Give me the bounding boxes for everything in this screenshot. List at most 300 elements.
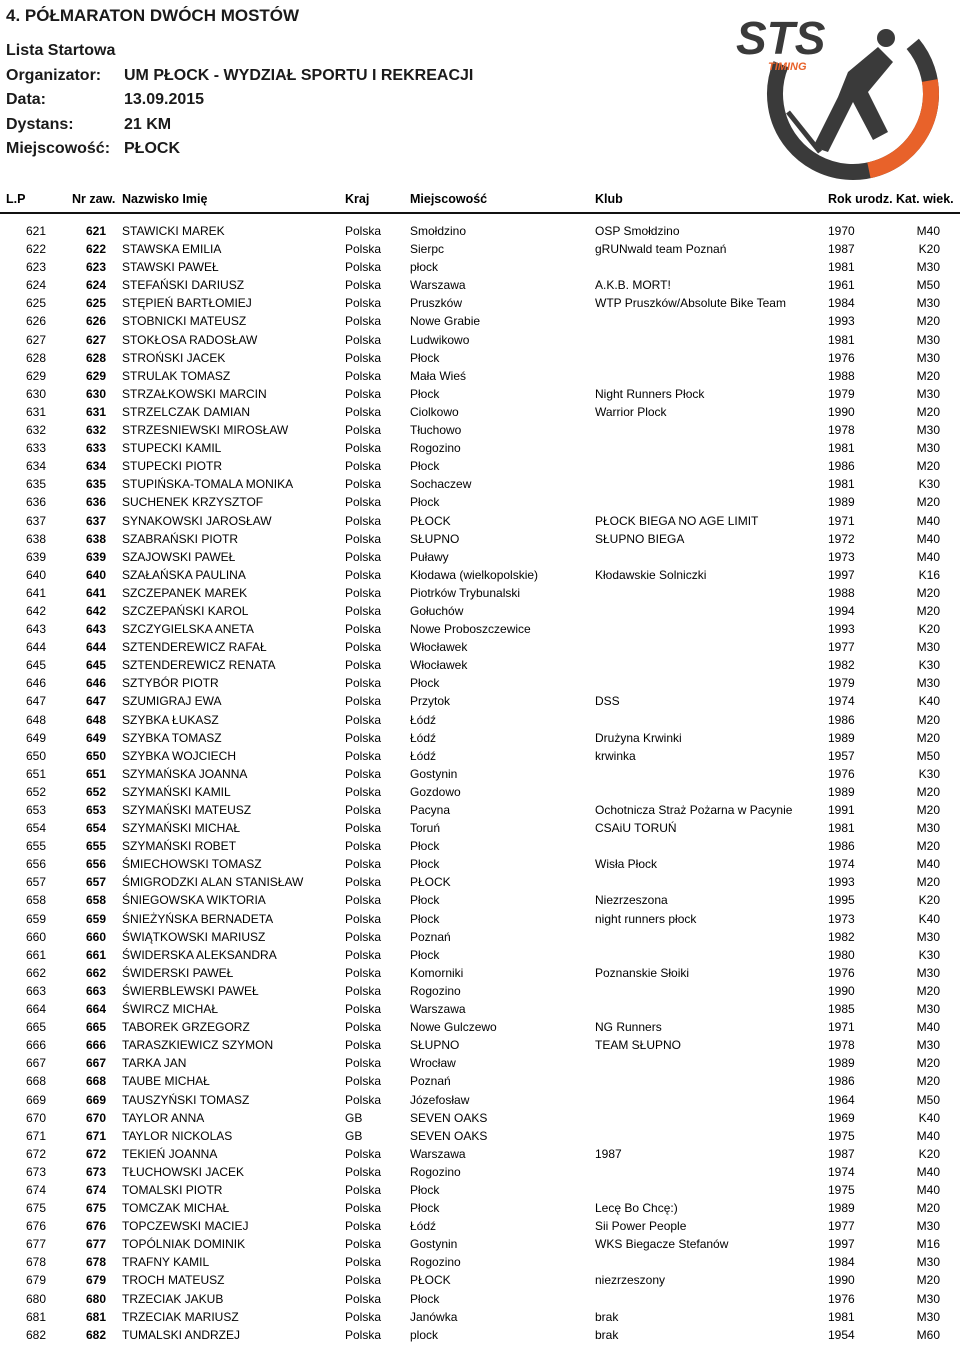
cell-miejscowosc: Józefosław [410, 1092, 470, 1107]
cell-kat: M20 [916, 368, 940, 383]
cell-lp: 646 [25, 676, 46, 691]
cell-name: SUCHENEK KRZYSZTOF [122, 495, 264, 510]
table-row [0, 385, 960, 403]
cell-lp: 681 [25, 1309, 46, 1324]
info-distance [6, 116, 171, 134]
cell-nr: 669 [85, 1092, 106, 1107]
cell-kraj: Polska [345, 495, 382, 510]
cell-nr: 624 [85, 278, 106, 293]
cell-miejscowosc: SEVEN OAKS [410, 1110, 488, 1125]
cell-name: ŚNIEŻYŃSKA BERNADETA [122, 911, 274, 926]
cell-nr: 665 [85, 1020, 106, 1035]
table-row [0, 1127, 960, 1145]
cell-miejscowosc: Płock [410, 893, 440, 908]
cell-kraj: Polska [345, 1291, 382, 1306]
cell-name: SZYMAŃSKI KAMIL [122, 784, 231, 799]
cell-rok: 1980 [828, 947, 855, 962]
cell-kraj: Polska [345, 730, 382, 745]
cell-lp: 644 [25, 640, 46, 655]
cell-rok: 1974 [828, 857, 855, 872]
cell-miejscowosc: Sierpc [410, 242, 445, 257]
table-row [0, 747, 960, 765]
table-row [0, 367, 960, 385]
cell-klub: Drużyna Krwinki [595, 730, 682, 745]
cell-nr: 648 [85, 712, 106, 727]
cell-miejscowosc: Puławy [410, 549, 449, 564]
cell-rok: 1988 [828, 368, 855, 383]
cell-miejscowosc: Wrocław [410, 1056, 456, 1071]
cell-kat: K40 [918, 694, 940, 709]
cell-rok: 1989 [828, 1201, 855, 1216]
cell-miejscowosc: Mała Wieś [410, 368, 467, 383]
cell-klub: WTP Pruszków/Absolute Bike Team [595, 296, 786, 311]
cell-klub: NG Runners [595, 1020, 662, 1035]
cell-kat: M50 [916, 748, 940, 763]
cell-kat: M30 [916, 423, 940, 438]
table-row [0, 421, 960, 439]
col-miejscowosc: Miejscowość [410, 192, 488, 206]
cell-name: SZYBKA ŁUKASZ [122, 712, 219, 727]
cell-name: STROŃSKI JACEK [122, 350, 226, 365]
cell-rok: 1993 [828, 875, 855, 890]
cell-name: ŚMIGRODZKI ALAN STANISŁAW [122, 875, 304, 890]
cell-lp: 636 [25, 495, 46, 510]
cell-rok: 1990 [828, 404, 855, 419]
cell-lp: 622 [25, 242, 46, 257]
table-row [0, 1163, 960, 1181]
table-row [0, 891, 960, 909]
cell-nr: 656 [85, 857, 106, 872]
cell-klub: gRUNwald team Poznań [595, 242, 727, 257]
table-row [0, 1109, 960, 1127]
table-row [0, 349, 960, 367]
cell-name: STUPECKI PIOTR [122, 459, 223, 474]
cell-kat: M40 [916, 224, 940, 238]
cell-kraj: Polska [345, 676, 382, 691]
cell-nr: 627 [85, 332, 106, 347]
cell-rok: 1977 [828, 640, 855, 655]
cell-nr: 621 [85, 224, 106, 238]
cell-name: STUPIŃSKA-TOMALA MONIKA [122, 477, 294, 492]
cell-lp: 637 [25, 513, 46, 528]
table-row [0, 475, 960, 493]
cell-kat: M20 [916, 495, 940, 510]
cell-kraj: Polska [345, 332, 382, 347]
cell-kat: M20 [916, 459, 940, 474]
cell-nr: 631 [85, 404, 106, 419]
cell-lp: 666 [25, 1038, 46, 1053]
cell-kat: K20 [918, 242, 940, 257]
cell-name: SZTENDEREWICZ RAFAŁ [122, 640, 267, 655]
cell-miejscowosc: SŁUPNO [410, 1038, 460, 1053]
table-header [0, 186, 960, 212]
cell-kraj: Polska [345, 893, 382, 908]
cell-kraj: Polska [345, 766, 382, 781]
cell-kat: M30 [916, 1002, 940, 1017]
cell-kraj: Polska [345, 296, 382, 311]
cell-kraj: Polska [345, 748, 382, 763]
cell-nr: 642 [85, 603, 106, 618]
table-row [0, 910, 960, 928]
cell-lp: 658 [25, 893, 46, 908]
cell-lp: 639 [25, 549, 46, 564]
cell-miejscowosc: płock [410, 260, 439, 275]
col-klub: Klub [595, 192, 623, 206]
cell-kraj: Polska [345, 1273, 382, 1288]
cell-miejscowosc: Rogozino [410, 1255, 461, 1270]
table-row [0, 1018, 960, 1036]
cell-rok: 1982 [828, 929, 855, 944]
cell-rok: 1986 [828, 459, 855, 474]
cell-lp: 655 [25, 839, 46, 854]
cell-rok: 1987 [828, 1146, 855, 1161]
table-row [0, 674, 960, 692]
table-row [0, 620, 960, 638]
cell-kat: M20 [916, 404, 940, 419]
cell-kat: M20 [916, 730, 940, 745]
table-row [0, 584, 960, 602]
table-row [0, 1054, 960, 1072]
col-name: Nazwisko Imię [122, 192, 208, 206]
cell-kraj: Polska [345, 622, 382, 637]
cell-nr: 644 [85, 640, 106, 655]
cell-nr: 657 [85, 875, 106, 890]
cell-lp: 624 [25, 278, 46, 293]
cell-kat: M20 [916, 1056, 940, 1071]
table-row [0, 1290, 960, 1308]
cell-nr: 653 [85, 803, 106, 817]
cell-lp: 631 [25, 404, 46, 419]
cell-kraj: Polska [345, 1201, 382, 1216]
table-row [0, 512, 960, 530]
table-row [0, 638, 960, 656]
cell-rok: 1990 [828, 983, 855, 998]
cell-lp: 665 [25, 1020, 46, 1035]
cell-name: STRULAK TOMASZ [122, 368, 231, 383]
table-row [0, 566, 960, 584]
cell-kat: M16 [916, 1237, 940, 1252]
table-row [0, 873, 960, 891]
cell-miejscowosc: Rogozino [410, 1164, 461, 1179]
cell-rok: 1975 [828, 1182, 855, 1197]
table-row [0, 602, 960, 620]
cell-nr: 675 [85, 1201, 106, 1216]
cell-rok: 1986 [828, 839, 855, 854]
cell-klub: 1987 [595, 1146, 622, 1161]
cell-miejscowosc: Płock [410, 911, 440, 926]
cell-kat: M40 [916, 1128, 940, 1143]
cell-nr: 661 [85, 947, 106, 962]
cell-kat: K20 [918, 622, 940, 637]
cell-nr: 678 [85, 1255, 106, 1270]
cell-miejscowosc: Gozdowo [410, 784, 461, 799]
table-row [0, 801, 960, 819]
cell-miejscowosc: Pruszków [410, 296, 463, 311]
cell-rok: 1981 [828, 821, 855, 836]
cell-name: TRZECIAK MARIUSZ [122, 1309, 239, 1324]
cell-miejscowosc: Płock [410, 386, 440, 401]
cell-miejscowosc: PŁOCK [410, 875, 451, 890]
cell-name: STRZESNIEWSKI MIROSŁAW [122, 423, 289, 438]
cell-lp: 633 [25, 441, 46, 456]
cell-lp: 679 [25, 1273, 46, 1288]
cell-nr: 663 [85, 983, 106, 998]
cell-kat: M30 [916, 386, 940, 401]
cell-rok: 1987 [828, 242, 855, 257]
cell-rok: 1986 [828, 712, 855, 727]
cell-lp: 626 [25, 314, 46, 329]
cell-kat: M40 [916, 1164, 940, 1179]
cell-nr: 664 [85, 1002, 106, 1017]
table-row [0, 276, 960, 294]
cell-lp: 649 [25, 730, 46, 745]
cell-kraj: Polska [345, 260, 382, 275]
cell-rok: 1981 [828, 1309, 855, 1324]
cell-kat: M40 [916, 513, 940, 528]
cell-rok: 1977 [828, 1219, 855, 1234]
cell-nr: 623 [85, 260, 106, 275]
cell-lp: 670 [25, 1110, 46, 1125]
cell-nr: 635 [85, 477, 106, 492]
cell-name: TRAFNY KAMIL [122, 1255, 210, 1270]
cell-name: TEKIEŃ JOANNA [122, 1146, 218, 1161]
cell-nr: 637 [85, 513, 106, 528]
cell-lp: 656 [25, 857, 46, 872]
table-row [0, 855, 960, 873]
cell-kat: M20 [916, 1273, 940, 1288]
col-kat: Kat. wiek. [896, 192, 954, 206]
cell-nr: 681 [85, 1309, 106, 1324]
cell-kraj: Polska [345, 513, 382, 528]
cell-rok: 1989 [828, 730, 855, 745]
cell-kraj: Polska [345, 1182, 382, 1197]
cell-rok: 1984 [828, 1255, 855, 1270]
cell-lp: 632 [25, 423, 46, 438]
cell-miejscowosc: Włocławek [410, 640, 468, 655]
cell-name: SZABRAŃSKI PIOTR [122, 531, 239, 546]
table-row [0, 656, 960, 674]
cell-rok: 1984 [828, 296, 855, 311]
cell-nr: 651 [85, 766, 106, 781]
cell-rok: 1973 [828, 911, 855, 926]
cell-nr: 633 [85, 441, 106, 456]
cell-kraj: Polska [345, 585, 382, 600]
cell-klub: TEAM SŁUPNO [595, 1038, 682, 1053]
cell-name: STOBNICKI MATEUSZ [122, 314, 247, 329]
cell-nr: 677 [85, 1237, 106, 1252]
cell-klub: Kłodawskie Solniczki [595, 567, 707, 582]
cell-name: TROCH MATEUSZ [122, 1273, 225, 1288]
cell-lp: 634 [25, 459, 46, 474]
cell-rok: 1988 [828, 585, 855, 600]
cell-name: SYNAKOWSKI JAROSŁAW [122, 513, 272, 528]
cell-kat: K40 [918, 1110, 940, 1125]
cell-lp: 623 [25, 260, 46, 275]
start-list [0, 222, 960, 1344]
cell-miejscowosc: Piotrków Trybunalski [410, 585, 521, 600]
cell-kat: K20 [918, 1146, 940, 1161]
cell-klub: OSP Smołdzino [595, 224, 680, 238]
col-rok: Rok urodz. [828, 192, 893, 206]
cell-lp: 651 [25, 766, 46, 781]
cell-kraj: Polska [345, 1092, 382, 1107]
cell-nr: 654 [85, 821, 106, 836]
cell-klub: krwinka [595, 748, 636, 763]
cell-kraj: Polska [345, 314, 382, 329]
cell-name: SZYMAŃSKI MATEUSZ [122, 803, 252, 817]
cell-miejscowosc: PŁOCK [410, 513, 451, 528]
cell-nr: 679 [85, 1273, 106, 1288]
cell-rok: 1981 [828, 260, 855, 275]
cell-miejscowosc: Warszawa [410, 1002, 466, 1017]
cell-rok: 1978 [828, 1038, 855, 1053]
table-row [0, 1091, 960, 1109]
cell-kraj: Polska [345, 1164, 382, 1179]
table-row [0, 1235, 960, 1253]
cell-kraj: Polska [345, 640, 382, 655]
table-row [0, 1036, 960, 1054]
cell-rok: 1989 [828, 1056, 855, 1071]
table-row [0, 928, 960, 946]
cell-miejscowosc: Płock [410, 857, 440, 872]
cell-lp: 645 [25, 658, 46, 673]
cell-nr: 676 [85, 1219, 106, 1234]
cell-name: ŚWIERBLEWSKI PAWEŁ [122, 983, 259, 998]
table-row [0, 312, 960, 330]
cell-nr: 640 [85, 567, 106, 582]
cell-name: SZYMAŃSKI MICHAŁ [122, 821, 241, 836]
cell-kat: M40 [916, 1182, 940, 1197]
cell-klub: Lecę Bo Chcę:) [595, 1201, 678, 1216]
info-organizer [6, 67, 473, 85]
cell-kat: M40 [916, 857, 940, 872]
cell-klub: Poznanskie Słoiki [595, 965, 690, 980]
table-row [0, 1000, 960, 1018]
info-value: PŁOCK [124, 140, 180, 157]
cell-nr: 652 [85, 784, 106, 799]
table-row [0, 964, 960, 982]
cell-kat: M20 [916, 784, 940, 799]
cell-kat: M60 [916, 1327, 940, 1342]
cell-rok: 1986 [828, 1074, 855, 1089]
cell-kraj: Polska [345, 712, 382, 727]
cell-name: TOPÓLNIAK DOMINIK [122, 1237, 246, 1252]
cell-lp: 653 [25, 803, 46, 817]
cell-kraj: Polska [345, 278, 382, 293]
cell-kraj: Polska [345, 911, 382, 926]
cell-lp: 648 [25, 712, 46, 727]
cell-lp: 638 [25, 531, 46, 546]
cell-rok: 1993 [828, 622, 855, 637]
cell-kat: M30 [916, 1309, 940, 1324]
cell-nr: 680 [85, 1291, 106, 1306]
cell-miejscowosc: Toruń [410, 821, 441, 836]
table-row [0, 403, 960, 421]
cell-nr: 662 [85, 965, 106, 980]
cell-miejscowosc: Poznań [410, 1074, 451, 1089]
cell-miejscowosc: Sochaczew [410, 477, 472, 492]
table-row [0, 439, 960, 457]
cell-lp: 667 [25, 1056, 46, 1071]
cell-nr: 650 [85, 748, 106, 763]
cell-kraj: Polska [345, 441, 382, 456]
cell-rok: 1976 [828, 766, 855, 781]
cell-nr: 628 [85, 350, 106, 365]
cell-klub: Wisła Płock [595, 857, 658, 872]
cell-kraj: Polska [345, 224, 382, 238]
cell-nr: 622 [85, 242, 106, 257]
cell-klub: niezrzeszony [595, 1273, 666, 1288]
cell-klub: WKS Biegacze Stefanów [595, 1237, 729, 1252]
cell-kat: M30 [916, 640, 940, 655]
table-row [0, 240, 960, 258]
cell-name: TRZECIAK JAKUB [122, 1291, 224, 1306]
cell-rok: 1985 [828, 1002, 855, 1017]
cell-lp: 635 [25, 477, 46, 492]
cell-lp: 659 [25, 911, 46, 926]
table-row [0, 1181, 960, 1199]
cell-kraj: Polska [345, 386, 382, 401]
cell-lp: 680 [25, 1291, 46, 1306]
cell-kat: M40 [916, 531, 940, 546]
cell-nr: 626 [85, 314, 106, 329]
cell-name: TOMCZAK MICHAŁ [122, 1201, 230, 1216]
cell-name: SZYMAŃSKA JOANNA [122, 766, 248, 781]
cell-miejscowosc: Płock [410, 839, 440, 854]
cell-kraj: Polska [345, 784, 382, 799]
cell-lp: 652 [25, 784, 46, 799]
cell-lp: 676 [25, 1219, 46, 1234]
cell-kat: K40 [918, 911, 940, 926]
cell-name: SZYMAŃSKI ROBET [122, 839, 237, 854]
cell-miejscowosc: Łódź [410, 1219, 437, 1234]
cell-kraj: Polska [345, 694, 382, 709]
cell-kraj: Polska [345, 531, 382, 546]
table-row [0, 711, 960, 729]
cell-miejscowosc: Gostynin [410, 1237, 458, 1252]
cell-name: ŚWIRCZ MICHAŁ [122, 1002, 218, 1017]
cell-miejscowosc: Janówka [410, 1309, 458, 1324]
table-row [0, 729, 960, 747]
sts-timing-logo [728, 2, 956, 182]
cell-lp: 662 [25, 965, 46, 980]
cell-name: ŚWIDERSKI PAWEŁ [122, 965, 234, 980]
cell-nr: 673 [85, 1164, 106, 1179]
cell-name: STOKŁOSA RADOSŁAW [122, 332, 258, 347]
cell-nr: 671 [85, 1128, 106, 1143]
cell-miejscowosc: Gostynin [410, 766, 458, 781]
cell-kat: M30 [916, 676, 940, 691]
cell-miejscowosc: Nowe Proboszczewice [410, 622, 531, 637]
cell-name: SZTYBÓR PIOTR [122, 676, 219, 691]
cell-nr: 658 [85, 893, 106, 908]
cell-kraj: Polska [345, 875, 382, 890]
cell-nr: 629 [85, 368, 106, 383]
cell-nr: 655 [85, 839, 106, 854]
cell-rok: 1970 [828, 224, 855, 238]
cell-kraj: Polska [345, 1255, 382, 1270]
cell-rok: 1957 [828, 748, 855, 763]
cell-kraj: Polska [345, 1219, 382, 1234]
cell-name: SZCZEPAŃSKI KAROL [122, 603, 249, 618]
cell-lp: 621 [25, 224, 46, 238]
cell-nr: 674 [85, 1182, 106, 1197]
cell-nr: 641 [85, 585, 106, 600]
cell-kraj: Polska [345, 803, 382, 817]
cell-kat: M30 [916, 821, 940, 836]
table-row [0, 1199, 960, 1217]
cell-lp: 657 [25, 875, 46, 890]
